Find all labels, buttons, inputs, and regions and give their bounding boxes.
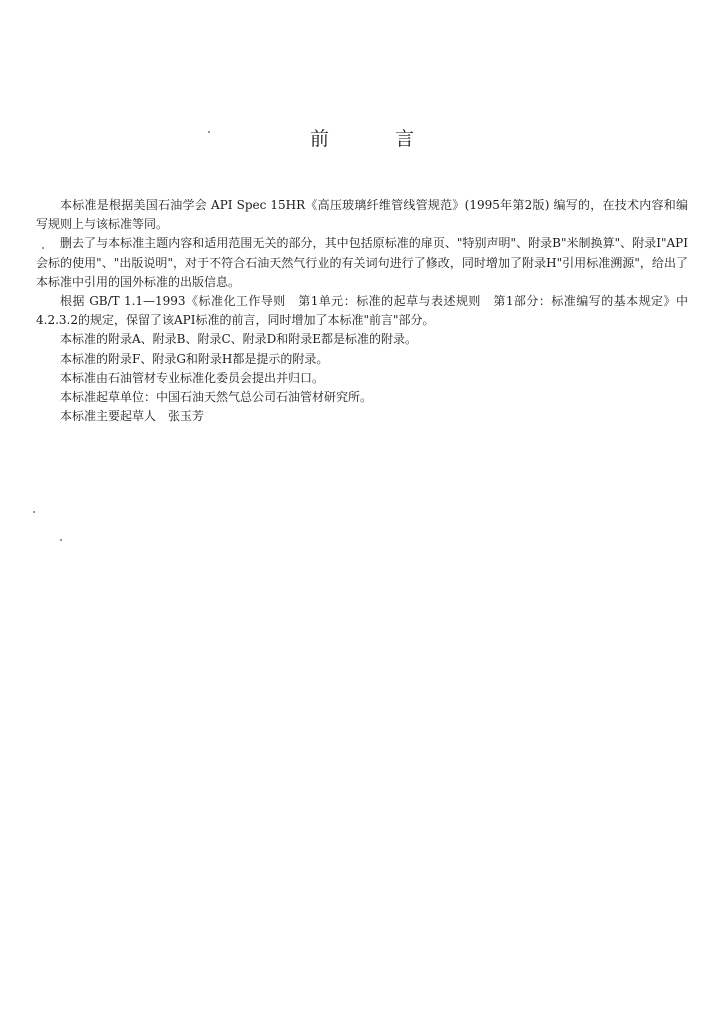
scan-speck — [42, 247, 44, 249]
title-char-2: 言 — [395, 128, 415, 150]
title-char-1: 前 — [309, 128, 329, 150]
paragraph-2: 删去了与本标准主题内容和适用范围无关的部分，其中包括原标准的扉页、"特别声明"、附录B"米制换算"、附录I"API会标的使用"、"出版说明"，对于不符合石油天然气行业的有关词句进行了修改，同时增加了附录H"引用标准溯源"，给出了本标准中引用的国外标准的出版信息。 — [36, 236, 688, 289]
scan-speck — [33, 511, 35, 513]
document-body — [36, 196, 688, 426]
paragraph-8: 本标准主要起草人 张玉芳 — [60, 409, 205, 424]
paragraph-5: 本标准的附录F、附录G和附录H都是提示的附录。 — [60, 351, 329, 366]
paragraph-4: 本标准的附录A、附录B、附录C、附录D和附录E都是标准的附录。 — [60, 332, 418, 347]
paragraph-3: 根据 GB/T 1.1—1993《标准化工作导则 第1单元：标准的起草与表述规则 第1部分：标准编写的基本规定》中4.2.3.2的规定，保留了该API标准的前言，同时增加了本标准"前言"部分。 — [36, 294, 688, 328]
page-title — [0, 124, 724, 151]
scan-speck — [208, 131, 210, 133]
paragraph-6: 本标准由石油管材专业标准化委员会提出并归口。 — [60, 370, 325, 385]
paragraph-1: 本标准是根据美国石油学会 API Spec 15HR《高压玻璃纤维管线管规范》(1995年第2版) 编写的，在技术内容和编写规则上与该标准等同。 — [36, 198, 688, 232]
paragraph-7: 本标准起草单位：中国石油天然气总公司石油管材研究所。 — [60, 390, 373, 405]
scan-speck — [60, 539, 62, 541]
